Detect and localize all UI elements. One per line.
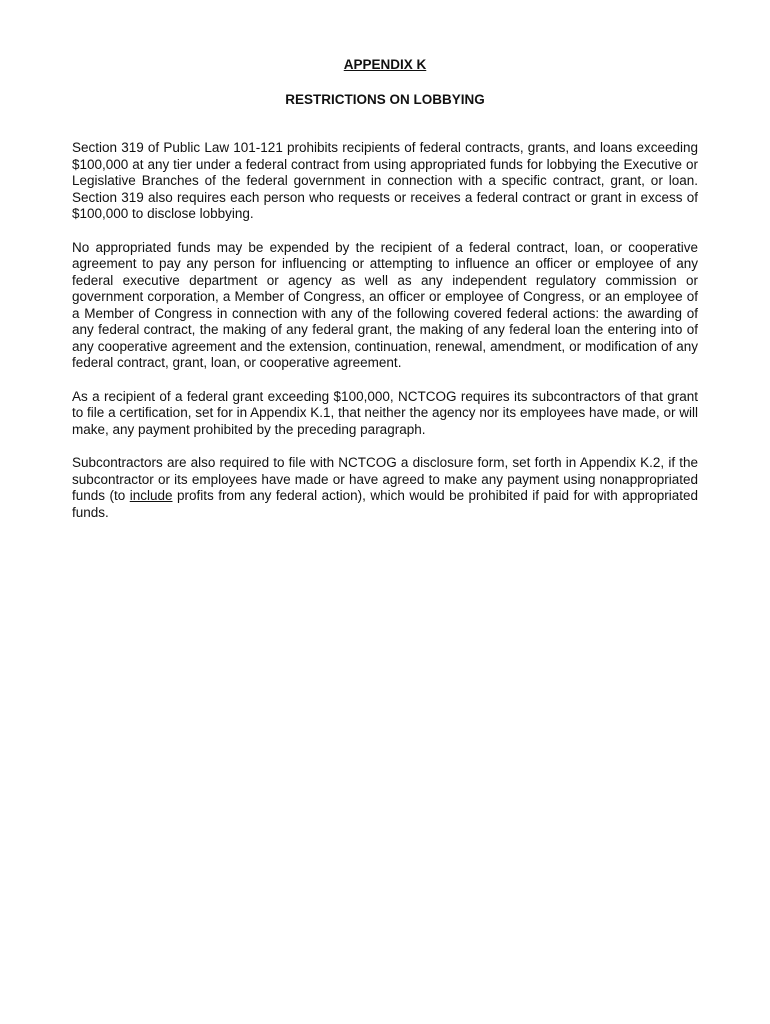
paragraph-certification: As a recipient of a federal grant exceeding $100,000, NCTCOG requires its subcontractors of that grant to file a certification, set for in Appendix K.1, that neither the agency nor its employees have made, or will make, any payment prohibited by the preceding paragraph. <box>72 388 698 437</box>
document-body <box>72 140 698 538</box>
page-title: APPENDIX K <box>343 57 427 72</box>
page-subtitle: RESTRICTIONS ON LOBBYING <box>285 92 485 107</box>
paragraph-disclosure-text-1: Subcontractors are also required to file with NCTCOG a disclosure form, set forth in Appendix K.2, if the subcontractor or its employees have made or have agreed to make any payment using nonappropriated funds (to <box>72 455 698 503</box>
paragraph-appropriated-funds: No appropriated funds may be expended by the recipient of a federal contract, loan, or cooperative agreement to pay any person for influencing or attempting to influence an officer or employee of any federal executive department or agency as well as any independent regulatory commission or government corporation, a Member of Congress, an officer or employee of Congress, or an employee of a Member of Congress in connection with any of the following covered federal actions: the awarding of any federal contract, the making of any federal grant, the making of any federal loan the entering into of any cooperative agreement and the extension, continuation, renewal, amendment, or modification of any federal contract, grant, loan, or cooperative agreement. <box>72 239 698 370</box>
paragraph-disclosure <box>72 455 698 521</box>
underlined-word-include: include <box>129 488 173 503</box>
paragraph-disclosure-text-2: profits from any federal action), which would be prohibited if paid for with appropriated funds. <box>72 488 699 520</box>
paragraph-section-319: Section 319 of Public Law 101-121 prohibits recipients of federal contracts, grants, and loans exceeding $100,000 at any tier under a federal contract from using appropriated funds for lobbying the Executive or Legislative Branches of the federal government in connection with a specific contract, grant, or loan. Section 319 also requires each person who requests or receives a federal contract or grant in excess of $100,000 to disclose lobbying. <box>72 140 698 221</box>
